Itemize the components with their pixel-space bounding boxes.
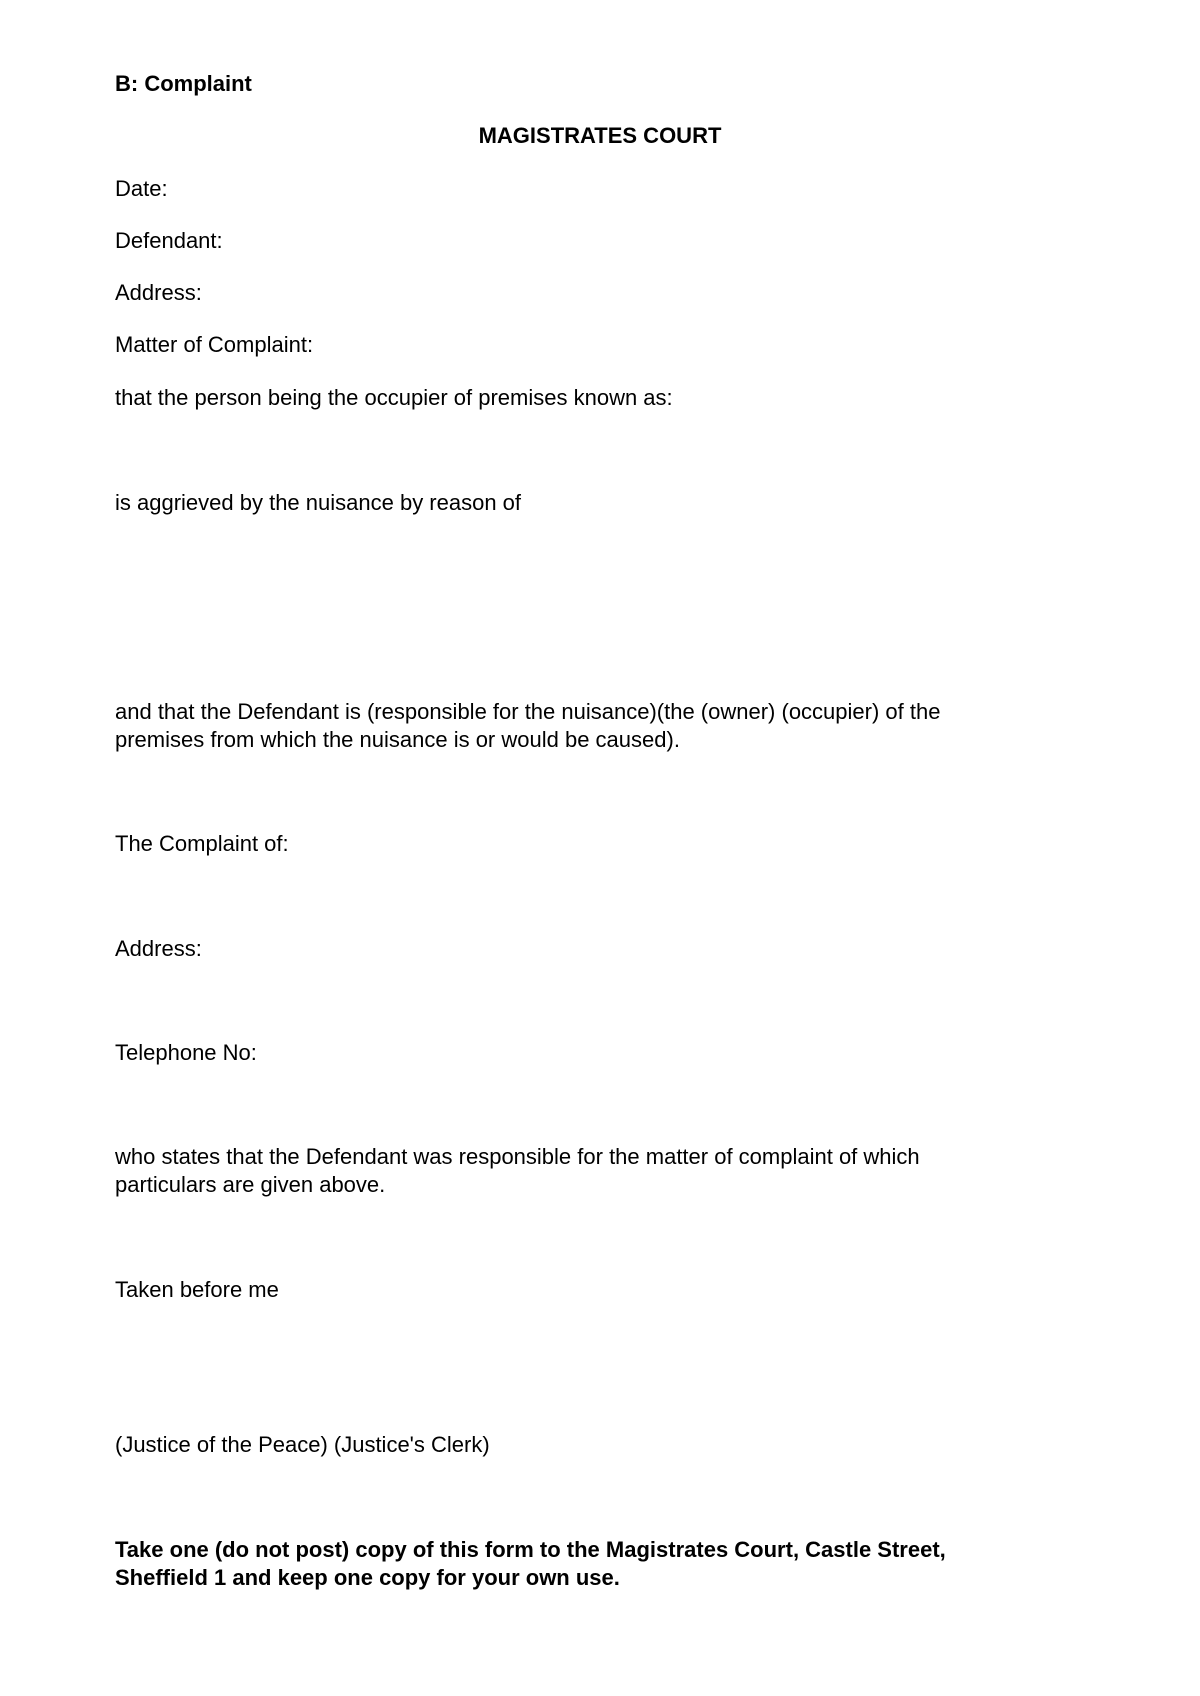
taken-before-text: Taken before me (115, 1277, 279, 1302)
states-paragraph (115, 1143, 1075, 1199)
complaint-of-label: The Complaint of: (115, 831, 289, 856)
responsible-line-1: and that the Defendant is (responsible for the nuisance)(the (owner) (occupier) of the (115, 699, 941, 724)
matter-of-complaint-label: Matter of Complaint: (115, 332, 314, 357)
signatory-text: (Justice of the Peace) (Justice's Clerk) (115, 1432, 490, 1457)
aggrieved-text: is aggrieved by the nuisance by reason of (115, 490, 522, 515)
telephone-label: Telephone No: (115, 1040, 257, 1065)
complainant-address-label: Address: (115, 936, 202, 961)
states-line-2: particulars are given above. (115, 1172, 386, 1197)
section-heading: B: Complaint (115, 71, 252, 96)
responsible-paragraph (115, 698, 1075, 754)
defendant-address-label: Address: (115, 280, 202, 305)
date-label: Date: (115, 176, 168, 201)
defendant-label: Defendant: (115, 228, 223, 253)
instructions-line-1: Take one (do not post) copy of this form to the Magistrates Court, Castle Street, (115, 1537, 946, 1562)
responsible-line-2: premises from which the nuisance is or would be caused). (115, 727, 680, 752)
occupier-text: that the person being the occupier of premises known as: (115, 385, 673, 410)
instructions-line-2: Sheffield 1 and keep one copy for your own use. (115, 1565, 620, 1590)
states-line-1: who states that the Defendant was responsible for the matter of complaint of which (115, 1144, 920, 1169)
court-title: MAGISTRATES COURT (478, 123, 722, 148)
instructions-paragraph (115, 1536, 1075, 1592)
